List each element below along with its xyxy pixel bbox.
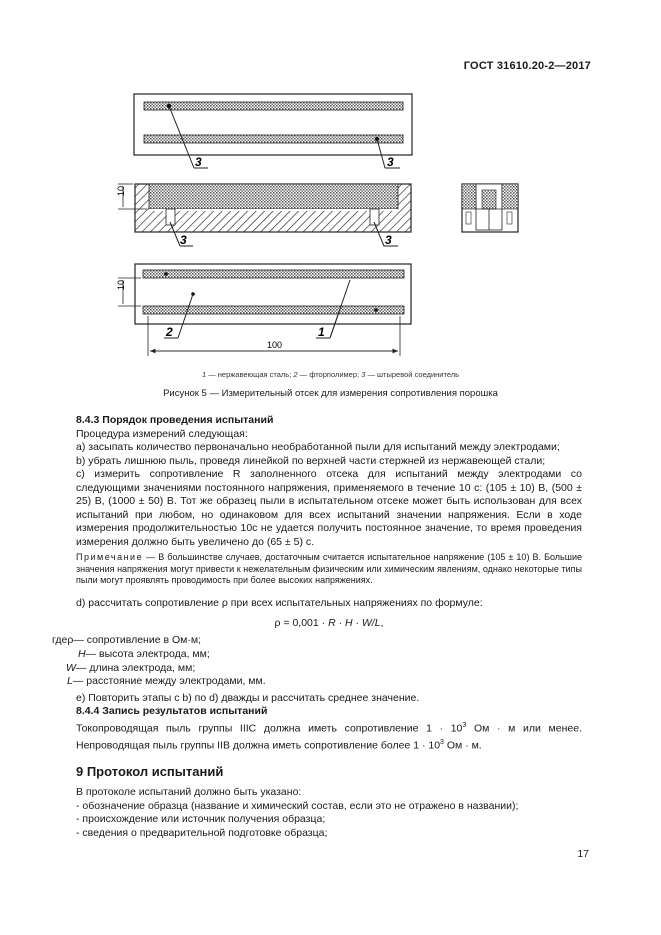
- ref-3-c: 3: [180, 233, 187, 247]
- paragraph: В протоколе испытаний должно быть указано:: [76, 786, 302, 798]
- definition-row: L — расстояние между электродами, мм.: [67, 675, 266, 688]
- ref-1: 1: [318, 325, 325, 339]
- ref-3-a: 3: [195, 155, 202, 169]
- list-item: а) засыпать количество первоначально необработанной пыли для испытаний между электродами;: [76, 441, 560, 453]
- top-view: [134, 94, 412, 168]
- standard-designation: ГОСТ 31610.20-2—2017: [463, 60, 591, 72]
- definition-row: H — высота электрода, мм;: [78, 647, 210, 660]
- section-9-heading: 9 Протокол испытаний: [76, 764, 224, 779]
- plan-view: [118, 264, 411, 356]
- dim-10-a: 10: [116, 185, 126, 196]
- note: [76, 552, 582, 587]
- section-8-4-4: [76, 705, 582, 753]
- section-heading: 8.4.3 Порядок проведения испытаний: [76, 414, 274, 426]
- list-item: - сведения о предварительной подготовке образца;: [76, 826, 328, 839]
- paragraph: Токопроводящая пыль группы IIIC должна иметь сопротивление $1 \cdot 10^3$ Ом · м или менее. Непроводящая пыль группы IIB должна иметь сопротивление более $1 \cdot 10^3$ Ом · м.: [76, 721, 582, 751]
- side-view: [462, 184, 518, 232]
- page-number: 17: [577, 848, 589, 860]
- ref-2: 2: [166, 325, 173, 339]
- electrode-strip-top: [144, 102, 403, 110]
- figure-5-drawing: [0, 0, 661, 370]
- definition-row: где ρ — сопротивление в Ом·м;: [52, 634, 201, 646]
- list-item: - обозначение образца (название и химический состав, если это не отражено в названии);: [76, 799, 519, 812]
- dim-10-b: 10: [116, 279, 126, 290]
- section-view: [118, 184, 411, 246]
- section-9-body: [76, 786, 582, 840]
- dim-100: 100: [267, 340, 283, 350]
- formula: ρ = 0,001 · R · H · W/L,: [274, 617, 384, 629]
- ref-3-d: 3: [385, 233, 392, 247]
- step-d: d) рассчитать сопротивление ρ при всех испытательных напряжениях по формуле:: [76, 597, 483, 609]
- variable-definitions: [52, 634, 452, 689]
- definition-row: W — длина электрода, мм;: [66, 661, 196, 674]
- electrode-strip-bottom: [144, 135, 403, 143]
- step-e: е) Повторить этапы с b) по d) дважды и рассчитать среднее значение.: [76, 692, 420, 704]
- ref-3-b: 3: [387, 155, 394, 169]
- list-item: b) убрать лишнюю пыль, проведя линейкой по верхней части стержней из нержавеющей стали;: [76, 454, 546, 467]
- note-label: Примечание: [76, 552, 144, 562]
- figure-caption: Рисунок 5 — Измерительный отсек для измерения сопротивления порошка: [163, 388, 498, 399]
- paragraph: Процедура измерений следующая:: [76, 427, 248, 440]
- note-text: — В большинстве случаев, достаточным считается испытательное напряжение (105 ± 10) В. Большие значения напряжения могут привести к нежелательным физическим или химическим явлениям, однако некоторые типы пыли могут проявлять проводимость при более высоких напряжениях.: [76, 552, 582, 585]
- list-item: c) измерить сопротивление R заполненного отсека для испытаний между электродами со следующими значениями постоянного напряжения, применяемого в течение 10 с: (105 ± 10) В, (500 ± 25) В, (1000 ± 50) В. Тот же образец пыли в испытательном отсеке может быть использован для всех испытаний при любом, но одинаковом для всех испытаний значении напряжения. Если в ходе измерения продолжительностью 10с не удается получить постоянное значение, то время проведения измерения должно быть увеличено до (65 ± 5) с.: [76, 468, 582, 548]
- list-item: - происхождение или источник получения образца;: [76, 813, 326, 825]
- section-8-4-3: [76, 414, 582, 549]
- section-heading: 8.4.4 Запись результатов испытаний: [76, 705, 268, 717]
- figure-legend: 1 — нержавеющая сталь; 2 — фторполимер; 3 — штыревой соединитель: [201, 370, 460, 379]
